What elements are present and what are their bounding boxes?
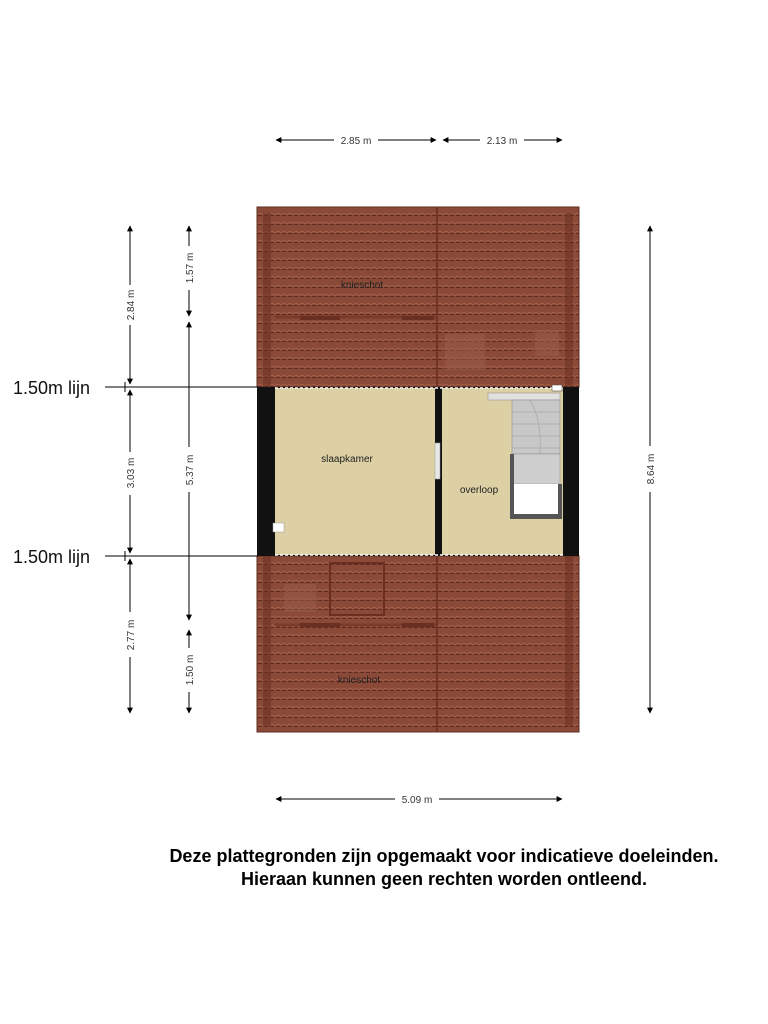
slaapkamer-room [275, 388, 435, 555]
room-label-slaapkamer: slaapkamer [321, 454, 373, 465]
hatch [273, 523, 284, 532]
svg-text:1.50m lijn: 1.50m lijn [13, 547, 91, 567]
svg-text:2.77 m: 2.77 m [126, 619, 137, 651]
svg-text:2.85 m: 2.85 m [340, 136, 372, 147]
svg-text:1.50m lijn: 1.50m lijn [13, 378, 91, 398]
svg-text:1.50 m: 1.50 m [185, 654, 196, 686]
dimension-left-outer [126, 226, 137, 713]
svg-text:1.57 m: 1.57 m [185, 252, 196, 284]
svg-text:5.09 m: 5.09 m [401, 795, 433, 806]
room-label-knieschot-top: knieschot [340, 280, 384, 291]
disclaimer [0, 845, 768, 891]
disclaimer-line-2: Hieraan kunnen geen rechten worden ontleend. [240, 869, 648, 889]
dimension-left-inner [185, 226, 196, 713]
door [435, 443, 440, 479]
line-150-upper [13, 378, 258, 398]
roof-bottom [257, 556, 579, 732]
room-label-overloop: overloop [459, 485, 499, 496]
roof-top [257, 207, 579, 387]
dimension-right-total [646, 226, 657, 713]
dimension-top-right [443, 136, 562, 147]
dimension-top-left [276, 136, 436, 147]
svg-text:3.03 m: 3.03 m [126, 457, 137, 489]
svg-text:8.64 m: 8.64 m [646, 453, 657, 485]
svg-text:2.13 m: 2.13 m [486, 136, 518, 147]
line-150-lower [13, 547, 258, 567]
room-label-knieschot-bottom: knieschot [337, 675, 381, 686]
svg-text:5.37 m: 5.37 m [185, 454, 196, 486]
disclaimer-line-1: Deze plattegronden zijn opgemaakt voor indicatieve doeleinden. [169, 846, 719, 866]
svg-text:2.84 m: 2.84 m [126, 289, 137, 321]
dimension-bottom [276, 795, 562, 806]
